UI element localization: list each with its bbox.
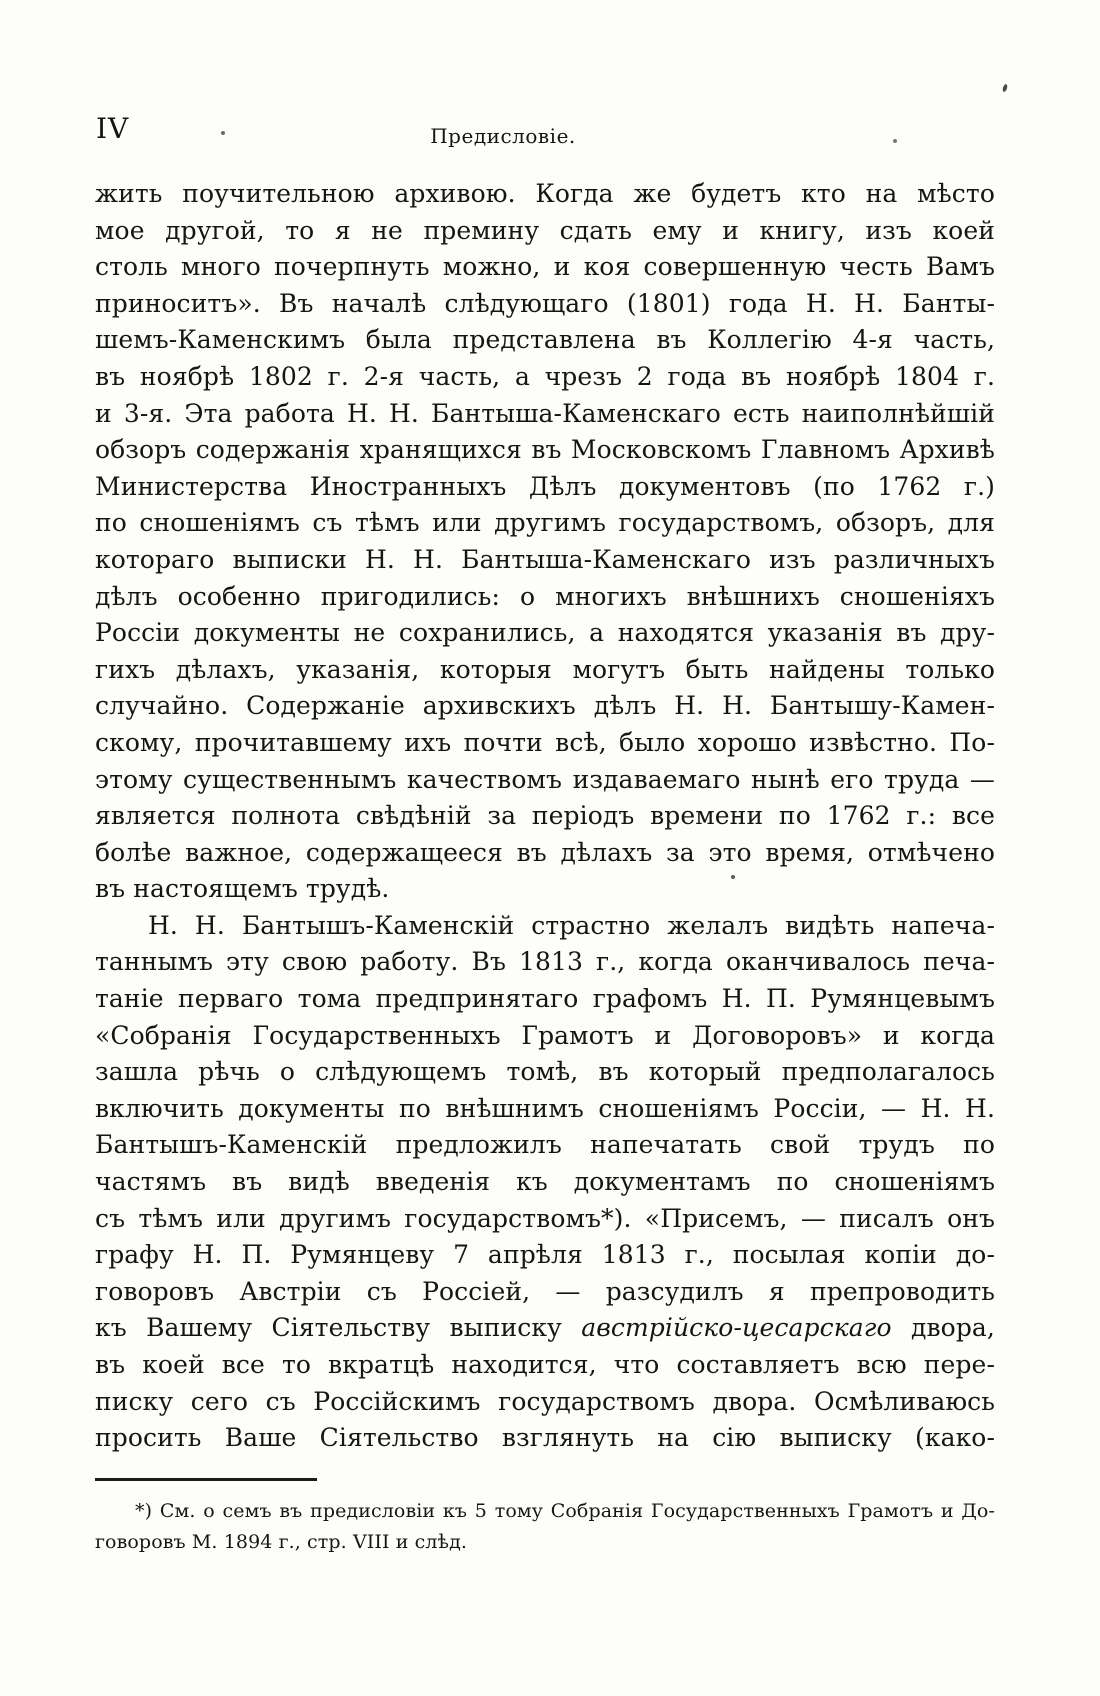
text-segment: котораго выписки Н. Н. Бантыша-Каменскаго изъ различныхъ: [95, 544, 995, 574]
italic-phrase: австрійско-цесарскаго: [581, 1313, 892, 1343]
text-line: [95, 652, 995, 689]
text-segment: Министерства Иностранныхъ Дѣлъ документовъ (по 1762 г.): [95, 471, 995, 501]
text-segment: въ коей все то вкратцѣ находится, что составляетъ всю пере-: [95, 1350, 995, 1379]
text-line: [95, 871, 995, 908]
text-segment: говоровъ М. 1894 г., стр. VIII и слѣд.: [95, 1531, 468, 1553]
text-line: [95, 505, 995, 542]
text-segment: въ настоящемъ трудѣ.: [95, 874, 390, 904]
text-segment: по сношеніямъ съ тѣмъ или другимъ государствомъ, обзоръ, для: [95, 508, 995, 538]
text-segment: двора,: [891, 1313, 995, 1343]
text-segment: въ ноябрѣ 1802 г. 2-я часть, а чрезъ 2 года въ ноябрѣ 1804 г.: [95, 361, 995, 391]
text-line: [95, 1527, 995, 1558]
text-line: [95, 1420, 995, 1457]
text-segment: «Собранія Государственныхъ Грамотъ и Договоровъ» и когда: [95, 1020, 995, 1050]
text-line: [95, 688, 995, 725]
text-segment: этому существеннымъ качествомъ издаваемаго нынѣ его труда —: [95, 764, 995, 794]
text-line: [95, 1127, 995, 1164]
text-line: [95, 725, 995, 762]
text-line: [95, 1054, 995, 1091]
text-line: [95, 908, 995, 945]
text-segment: къ Вашему Сіятельству выписку: [95, 1313, 582, 1343]
text-segment: зашла рѣчь о слѣдующемъ томѣ, въ который предполагалось: [95, 1057, 995, 1087]
text-line: [95, 1237, 995, 1274]
text-segment: писку сего съ Россійскимъ государствомъ двора. Осмѣливаюсь: [95, 1386, 995, 1416]
text-segment: говоровъ Австріи съ Россіей, — разсудилъ я препроводить: [95, 1276, 995, 1306]
footnote: [95, 1496, 995, 1558]
scan-speck: [731, 875, 735, 879]
text-segment: таннымъ эту свою работу. Въ 1813 г., когда оканчивалось печа-: [95, 947, 995, 977]
text-segment: таніе перваго тома предпринятаго графомъ Н. П. Румянцевымъ: [95, 984, 995, 1014]
text-segment: шемъ-Каменскимъ была представлена въ Коллегію 4-я часть,: [95, 325, 995, 355]
text-line: [95, 1091, 995, 1128]
text-line: [95, 396, 995, 433]
text-segment: Н. Н. Бантышъ-Каменскій страстно желалъ видѣть напеча-: [148, 910, 995, 940]
text-segment: случайно. Содержаніе архивскихъ дѣлъ Н. Н. Бантышу-Камен-: [95, 691, 995, 721]
text-segment: болѣе важное, содержащееся въ дѣлахъ за это время, отмѣчено: [95, 837, 995, 867]
text-line: [95, 835, 995, 872]
text-segment: *) См. о семъ въ предисловіи къ 5 тому Собранія Государственныхъ Грамотъ и До-: [135, 1500, 995, 1522]
text-segment: частямъ въ видѣ введенія къ документамъ по сношеніямъ: [95, 1167, 995, 1197]
text-line: [95, 469, 995, 506]
text-segment: обзоръ содержанія хранящихся въ Московскомъ Главномъ Архивѣ: [95, 435, 995, 465]
text-segment: графу Н. П. Румянцеву 7 апрѣля 1813 г., посылая копіи до-: [95, 1240, 995, 1270]
text-line: [95, 1347, 995, 1384]
text-segment: скому, прочитавшему ихъ почти всѣ, было хорошо извѣстно. По-: [95, 727, 995, 757]
text-line: [95, 798, 995, 835]
text-line: [95, 1274, 995, 1311]
text-segment: столь много почерпнуть можно, и коя совершенную честь Вамъ: [95, 252, 995, 282]
text-segment: Россіи документы не сохранились, а находятся указанія въ дру-: [95, 618, 995, 648]
text-line: [95, 1310, 995, 1347]
text-line: [95, 1164, 995, 1201]
text-line: [95, 981, 995, 1018]
text-segment: просить Ваше Сіятельство взглянуть на сію выписку (како-: [95, 1423, 995, 1453]
text-line: [95, 1496, 995, 1527]
body-text: [95, 176, 995, 1457]
text-line: [95, 1384, 995, 1421]
text-segment: приноситъ». Въ началѣ слѣдующаго (1801) года Н. Н. Банты-: [95, 288, 995, 318]
text-line: [95, 615, 995, 652]
text-segment: включить документы по внѣшнимъ сношеніямъ Россіи, — Н. Н.: [95, 1093, 995, 1123]
text-line: [95, 1018, 995, 1055]
text-line: [95, 286, 995, 323]
text-line: [95, 762, 995, 799]
text-line: [95, 322, 995, 359]
text-line: [95, 359, 995, 396]
scan-speck: [1002, 84, 1008, 93]
scan-speck: [221, 131, 225, 135]
running-title: Предисловіе.: [430, 124, 576, 148]
text-segment: гихъ дѣлахъ, указанія, которыя могутъ быть найдены только: [95, 654, 995, 684]
text-line: [95, 1201, 995, 1238]
text-line: [95, 944, 995, 981]
text-line: [95, 249, 995, 286]
text-line: [95, 579, 995, 616]
text-segment: Бантышъ-Каменскій предложилъ напечатать свой трудъ по: [95, 1130, 995, 1160]
text-segment: является полнота свѣдѣній за періодъ времени по 1762 г.: все: [95, 801, 995, 831]
text-segment: съ тѣмъ или другимъ государствомъ*). «Присемъ, — писалъ онъ: [95, 1203, 995, 1233]
text-line: [95, 432, 995, 469]
scan-speck: [893, 139, 897, 143]
text-segment: и 3-я. Эта работа Н. Н. Бантыша-Каменскаго есть наиполнѣйшій: [95, 398, 995, 428]
text-segment: жить поучительною архивою. Когда же будетъ кто на мѣсто: [95, 179, 995, 208]
text-line: [95, 213, 995, 250]
text-line: [95, 176, 995, 213]
page-number: IV: [96, 112, 130, 145]
text-segment: дѣлъ особенно пригодились: о многихъ внѣшнихъ сношеніяхъ: [95, 581, 995, 611]
text-line: [95, 542, 995, 579]
text-segment: мое другой, то я не премину сдать ему и книгу, изъ коей: [95, 215, 995, 245]
footnote-separator-rule: [95, 1478, 317, 1481]
